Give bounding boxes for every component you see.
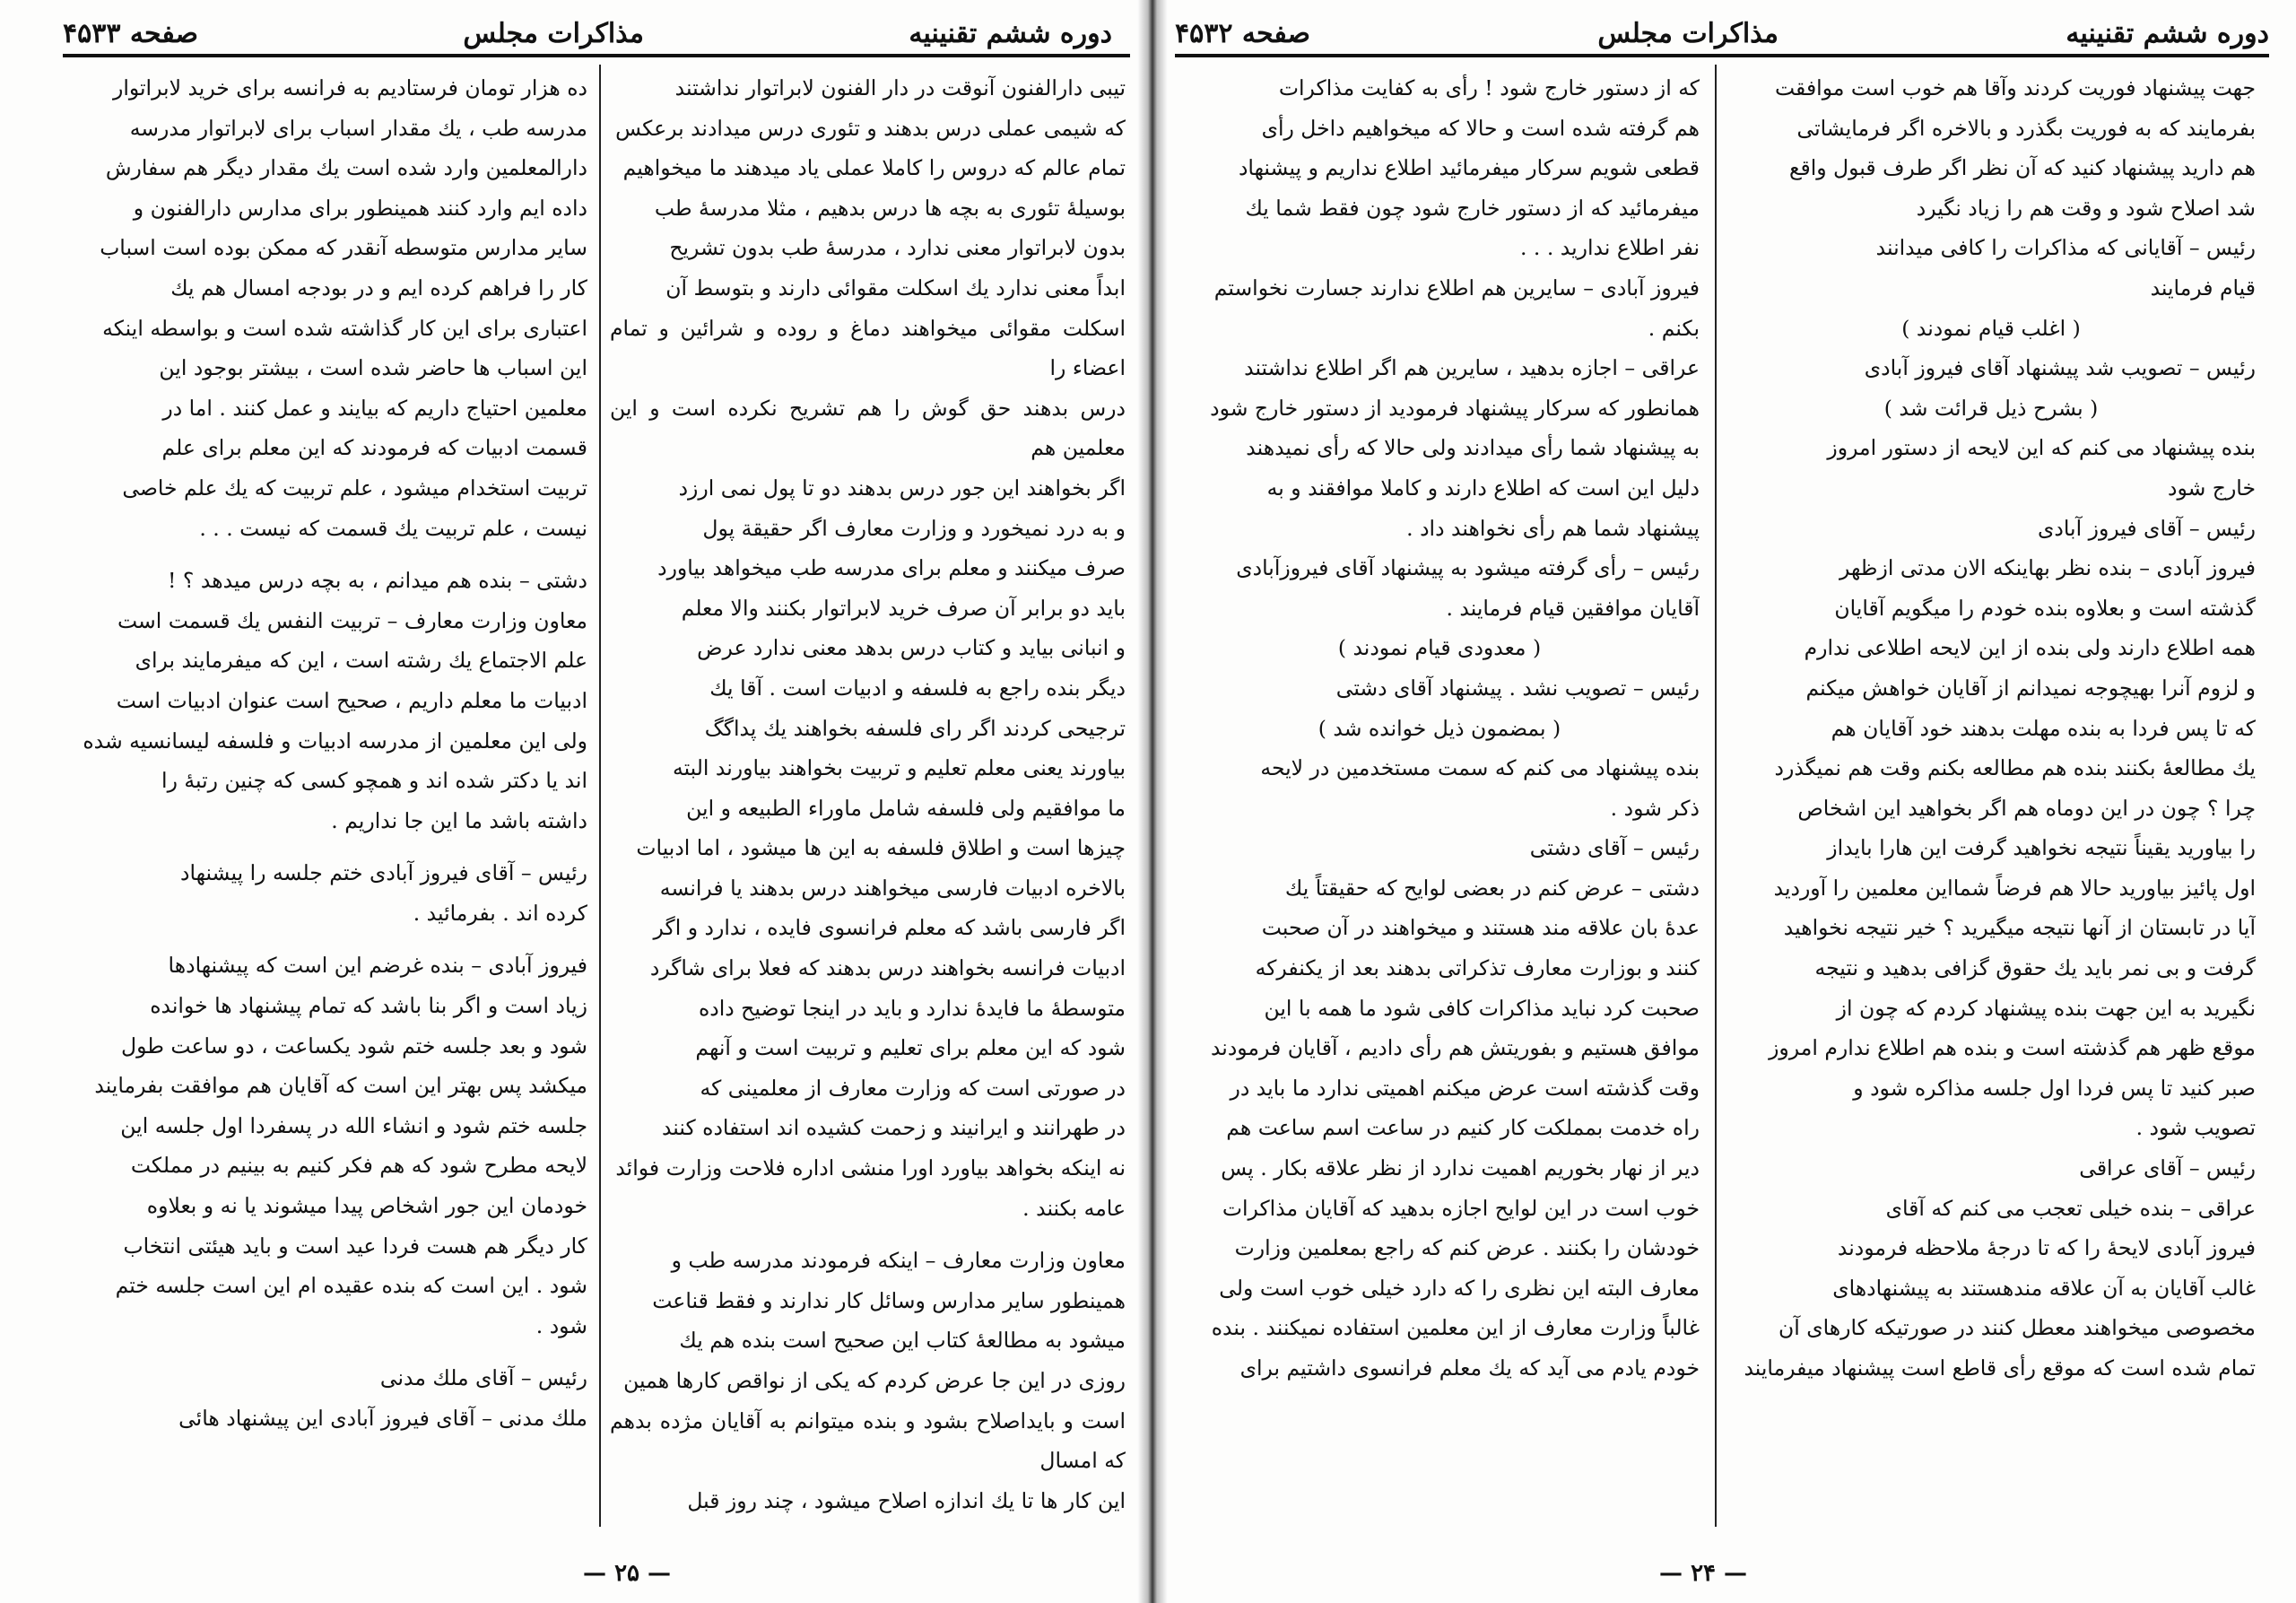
text-line: کار دیگر هم هست فردا عید است و باید هیئتی انتخاب	[123, 1233, 587, 1259]
text-line: گرفت و بی نمر باید یك حقوق گزافی بدهید و نتیجه	[1814, 955, 2256, 981]
text-line: فیروز آبادی لایحهٔ را که تا درجهٔ ملاحظه فرمودند	[1837, 1235, 2256, 1261]
text-line: اگر بخواهند این جور درس بدهند دو تا پول نمی ارزد	[678, 475, 1126, 501]
text-line: نگیرید به این جهت بنده پیشنهاد کردم که چون از	[1836, 995, 2256, 1021]
text-line: روزی در این جا عرض کردم که یکی از نواقص کارها همین	[623, 1368, 1126, 1393]
text-line: اول پائیز بیاورید حالا هم فرضاً شمااین معلمین را آوردید	[1773, 875, 2256, 901]
text-line: رئیس – آقای فیروز آبادی	[2038, 515, 2256, 541]
text-line: چیزها است و اطلاق فلسفه به این ها میشود ، اما ادبیات	[636, 835, 1126, 861]
text-line: اعتباری برای این کار گذاشته شده است و بواسطه اینکه	[102, 315, 587, 341]
right-page-label: صفحه ۴۵۳۲	[1175, 17, 1311, 49]
text-line: بنده پیشنهاد می کنم که سمت مستخدمین در لایحه	[1260, 755, 1700, 781]
paragraph-gap	[72, 841, 587, 853]
left-column-divider	[599, 65, 601, 1527]
text-line: تصویب شود .	[2135, 1115, 2256, 1141]
text-line: رئیس – رأی گرفته میشود به پیشنهاد آقای فیروزآبادی	[1236, 555, 1700, 581]
text-line: و به درد نمیخورد و وزارت معارف اگر حقیقة پول	[702, 515, 1126, 541]
text-line: بدون لابراتوار معنی ندارد ، مدرسهٔ طب بدون تشریح	[669, 235, 1126, 261]
text-line: هم گرفته شده است و حالا که میخواهیم داخل رأی	[1261, 115, 1700, 141]
text-line: مخصوصی میخواهند معطل کنند در صورتیکه کارهای آن	[1778, 1315, 2256, 1341]
right-column-divider	[1715, 65, 1717, 1527]
paragraph-gap	[72, 548, 587, 561]
text-line: شد اصلاح شود و وقت هم را زیاد نگیرد	[1916, 195, 2256, 221]
text-line: ادبیات فرانسه بخواهند درس بدهند که فعلا برای شاگرد	[649, 955, 1126, 981]
paragraph-gap	[72, 1346, 587, 1358]
text-line: بیاورند یعنی معلم تعلیم و تربیت بخواهند بیاورند البته	[672, 755, 1126, 781]
text-line: پیشنهاد شما هم رأی نخواهند داد .	[1406, 515, 1700, 541]
text-line: اسکلت مقوائی میخواهند دماغ و روده و شرائین و تمام اعضاء را	[610, 315, 1126, 381]
text-line: معلمین احتیاج داریم که بیایند و عمل کنند . اما در	[162, 395, 587, 421]
paragraph-gap	[72, 933, 587, 945]
left-page-header	[63, 13, 1112, 54]
text-line: خودمان این جور اشخاص پیدا میشوند یا نه و بعلاوه	[146, 1193, 587, 1219]
text-line: رئیس – آقای عراقی	[2079, 1155, 2256, 1181]
right-page-number: — ۲۴ —	[1659, 1560, 1748, 1587]
text-line: باید دو برابر آن صرف خرید لابراتوار بکنند والا معلم	[681, 595, 1126, 621]
text-line: صحبت کرد نباید مذاکرات کافی شود ما همه با این	[1264, 995, 1700, 1021]
text-line: معارف البته این نظری را که دارد خیلی خوب است ولی	[1219, 1275, 1700, 1301]
text-line: بفرمایند که به فوریت بگذرد و بالاخره اگر فرمایشاتی	[1796, 115, 2256, 141]
text-line: دیگر بنده راجع به فلسفه و ادبیات است . آقا یك	[709, 675, 1126, 701]
text-line: عراقی – بنده خیلی تعجب می کنم که آقای	[1885, 1195, 2256, 1221]
text-line: تمام عالم که دروس را کاملا عملی یاد میدهند ما میخواهیم	[622, 155, 1126, 181]
text-line: راه خدمت بمملکت کار کنیم در ساعت اسم ساعت هم	[1226, 1115, 1700, 1141]
text-line: ذکر شود .	[1610, 795, 1700, 821]
text-line: دشتی – عرض کنم در بعضی لوایح که حقیقتاً یك	[1284, 875, 1700, 901]
text-line: دیر از نهار بخوریم اهمیت ندارد از نظر علاقه بکار . پس	[1221, 1155, 1700, 1181]
text-line: قیام فرمایند	[2150, 274, 2256, 301]
left-header-rule	[63, 54, 1130, 57]
text-line: به پیشنهاد شما رأی میدادند ولی حالا که رأی نمیدهند	[1246, 435, 1700, 461]
text-line: که شیمی عملی درس بدهند و تئوری درس میدادند برعکس	[615, 115, 1126, 141]
left-title-label: مذاکرات مجلس	[463, 17, 644, 49]
text-line: اند یا دکتر شده اند و همچو کسی که چنین رتبهٔ را	[161, 768, 587, 794]
text-line: و لزوم آنرا بهیچوجه نمیدانم از آقایان خواهش میکنم	[1805, 675, 2256, 701]
text-line: فیروز آبادی – سایرین هم اطلاع ندارند جسارت نخواستم	[1213, 274, 1700, 301]
text-line: در صورتی است که وزارت معارف از معلمینی که	[700, 1075, 1126, 1101]
text-line: شود . این است که بنده عقیده ام این است جلسه ختم	[115, 1273, 587, 1299]
text-line: که تا پس فردا به بنده مهلت بدهند خود آقایان هم	[1831, 715, 2256, 741]
right-header-rule	[1175, 54, 2269, 57]
text-line: دشتی – بنده هم میدانم ، به بچه درس میدهد ؟ !	[168, 568, 587, 594]
text-line: رئیس – آقایانی که مذاکرات را کافی میدانند	[1875, 235, 2256, 261]
text-line: که از دستور خارج شود ! رأی به کفایت مذاکرات	[1278, 75, 1700, 100]
text-line: بکنم .	[1648, 315, 1700, 341]
text-line: علم الاجتماع یك رشته است ، این که میفرمایند برای	[135, 648, 587, 674]
text-line: معاون وزارت معارف – اینکه فرمودند مدرسه طب و	[671, 1248, 1126, 1274]
right-page	[1157, 0, 2296, 1603]
text-line: رئیس – تصویب شد پیشنهاد آقای فیروز آبادی	[1864, 355, 2256, 381]
text-line: ( معدودی قیام نمودند )	[1337, 635, 1542, 661]
text-line: داشته باشد ما این جا نداریم .	[331, 807, 587, 833]
text-line: آیا در تابستان از آنها نتیجه میگیرید ؟ خیر نتیجه نخواهید	[1783, 915, 2256, 941]
text-line: همه اطلاع دارند ولی بنده از این لایحه اطلاعی ندارم	[1804, 635, 2256, 661]
text-line: درس بدهند حق گوش را هم تشریح نکرده است و این معلمین هم	[610, 395, 1126, 461]
text-line: خودشان را بکنند . عرض کنم که راجع بمعلمین وزارت	[1234, 1235, 1700, 1261]
text-line: بنده پیشنهاد می کنم که این لایحه از دستور امروز	[1827, 435, 2256, 461]
text-line: ترجیحی کردند اگر رای فلسفه بخواهند یك پداگگ	[704, 715, 1126, 741]
text-line: شود و بعد جلسه ختم شود یکساعت ، دو ساعت طول	[121, 1032, 587, 1059]
text-line: میشود به مطالعهٔ کتاب این صحیح است بنده هم یك	[679, 1328, 1126, 1354]
text-line: چرا ؟ چون در این دوماه هم اگر بخواهید این اشخاص	[1797, 795, 2256, 821]
text-line: زیاد است و اگر بنا باشد که تمام پیشنهاد ها خوانده	[150, 993, 587, 1019]
text-line: غالب آقایان به آن علاقه مندهستند به پیشنهادهای	[1832, 1275, 2256, 1301]
text-line: نه اینکه بخواهد بیاورد اورا منشی اداره فلاحت وزارت فوائد	[615, 1155, 1126, 1181]
text-line: مدرسه طب ، یك مقدار اسباب برای لابراتوار مدرسه	[129, 115, 587, 141]
left-session-label: دوره ششم تقنینیه	[909, 17, 1112, 49]
text-line: عراقی – اجازه بدهید ، سایرین هم اگر اطلاع نداشتند	[1244, 355, 1700, 381]
text-line: خارج شود	[2168, 475, 2256, 501]
text-line: میفرمائید که از دستور خارج شود چون فقط شما یك	[1245, 195, 1700, 221]
text-line: همینطور سایر مدارس وسائل کار ندارند و فقط قناعت	[652, 1287, 1126, 1313]
text-line: کرده اند . بفرمائید .	[413, 900, 587, 926]
text-line: ( بشرح ذیل قرائت شد )	[1883, 395, 2099, 421]
text-line: میکشد پس بهتر این است که آقایان هم موافقت بفرمایند	[94, 1073, 587, 1099]
text-line: رئیس – آقای فیروز آبادی ختم جلسه را پیشنهاد	[180, 860, 587, 886]
right-session-label: دوره ششم تقنینیه	[2066, 17, 2269, 49]
text-line: تیبی دارالفنون آنوقت در دار الفنون لابراتوار نداشتند	[674, 75, 1126, 100]
text-line: این اسباب ها حاضر شده است ، بیشتر بوجود این	[159, 355, 587, 381]
text-line: خوب است در این لوایح اجازه بدهید که آقایان مذاکرات	[1222, 1195, 1700, 1221]
left-page-number: — ۲۵ —	[583, 1560, 672, 1587]
text-line: جلسه ختم شود و انشاء الله در پسفردا اول جلسه این	[120, 1112, 587, 1138]
text-line: و انبانی بیاید و کتاب درس بدهد معنی ندارد عرض	[697, 635, 1126, 661]
text-line: ولی این معلمین از مدرسه ادبیات و فلسفه لیسانسیه شده	[83, 727, 587, 754]
text-line: رئیس – تصویب نشد . پیشنهاد آقای دشتی	[1335, 675, 1700, 701]
text-line: ابداً معنی ندارد یك اسکلت مقوائی دارند و بتوسط آن	[665, 274, 1126, 301]
text-line: موافق هستیم و بفوریتش هم رأی دادیم ، آقایان فرمودند	[1210, 1035, 1700, 1061]
left-page-label: صفحه ۴۵۳۳	[63, 17, 199, 49]
text-line: ادبیات ما معلم داریم ، صحیح است عنوان ادبیات است	[116, 687, 587, 713]
text-line: نیست ، علم تربیت یك قسمت که نیست . . .	[199, 515, 587, 541]
text-line: ( بمضمون ذیل خوانده شد )	[1318, 715, 1561, 741]
text-line: موقع ظهر هم گذشته است و بنده هم اطلاع ندارم امروز	[1769, 1035, 2256, 1061]
text-line: شود که این معلم برای تعلیم و تربیت است و آنهم	[695, 1035, 1126, 1061]
text-line: جهت پیشنهاد فوریت کردند وآقا هم خوب است موافقت	[1774, 75, 2256, 100]
text-line: گذشته است و بعلاوه بنده خودم را میگویم آقایان	[1834, 595, 2256, 621]
text-line: معاون وزارت معارف – تربیت النفس یك قسمت است	[117, 607, 587, 633]
right-title-label: مذاکرات مجلس	[1597, 17, 1779, 49]
text-line: صبر کنید تا پس فردا اول جلسه مذاکره شود و	[1853, 1075, 2256, 1101]
right-page-column-right	[1726, 68, 2256, 1530]
text-line: عامه بکنند .	[1022, 1195, 1126, 1221]
text-line: را بیاورید یقیناً نتیجه نخواهید گرفت این هارا بایداز	[1827, 835, 2256, 861]
text-line: بالاخره ادبیات فارسی میخواهند درس بدهند یا فرانسه	[659, 875, 1126, 901]
text-line: غالباً وزارت معارف از این معلمین استفاده نمیکنند . بنده	[1211, 1315, 1700, 1341]
text-line: رئیس – آقای ملك مدنی	[379, 1365, 587, 1391]
text-line: تربیت استخدام میشود ، علم تربیت که یك علم خاصی	[122, 475, 587, 501]
right-page-column-left	[1179, 68, 1700, 1530]
left-page-column-right	[610, 68, 1126, 1530]
text-line: قطعی شویم سرکار میفرمائید اطلاع نداریم و پیشنهاد	[1238, 155, 1700, 181]
text-line: سایر مدارس متوسطه آنقدر که ممکن بوده است اسباب	[100, 235, 587, 261]
text-line: وقت گذشته است عرض میکنم اهمیتی ندارد ما باید در	[1230, 1075, 1700, 1101]
text-line: یك مطالعهٔ بکنند بنده هم مطالعه بکنم وقت هم نمیگذرد	[1774, 755, 2256, 781]
text-line: خودم یادم می آید که یك معلم فرانسوی داشتیم برای	[1239, 1355, 1700, 1381]
text-line: داده ایم وارد کنند همینطور برای مدارس دارالفنون و	[133, 195, 587, 221]
text-line: این کار ها تا یك اندازه اصلاح میشود ، چند روز قبل	[687, 1487, 1126, 1513]
text-line: صرف میکنند و معلم برای مدرسه طب میخواهد بیاورد	[657, 555, 1126, 581]
text-line: دلیل این است که اطلاع دارند و کاملا موافقند و به	[1266, 475, 1700, 501]
text-line: فیروز آبادی – بنده غرضم این است که پیشنهادها	[168, 953, 587, 979]
text-line: ده هزار تومان فرستادیم به فرانسه برای خرید لابراتوار	[112, 75, 587, 100]
left-page-column-left	[72, 68, 587, 1530]
text-line: آقایان موافقین قیام فرمایند .	[1446, 595, 1700, 621]
text-line: کار را فراهم کرده ایم و در بودجه امسال هم یك	[170, 274, 587, 301]
text-line: قسمت ادبیات که فرمودند که این معلم برای علم	[161, 435, 587, 461]
text-line: رئیس – آقای دشتی	[1529, 835, 1700, 861]
text-line: دارالمعلمین وارد شده است یك مقدار دیگر هم سفارش	[105, 155, 587, 181]
right-page-header	[1175, 13, 2269, 54]
text-line: متوسطهٔ ما فایدهٔ ندارد و باید در اینجا توضیح داده	[698, 995, 1126, 1021]
text-line: ملك مدنی – آقای فیروز آبادی این پیشنهاد هائی	[178, 1406, 587, 1431]
text-line: شود .	[535, 1312, 587, 1338]
text-line: است و بایداصلاح بشود و بنده میتوانم به آقایان مژده بدهم که امسال	[610, 1407, 1126, 1474]
text-line: اگر فارسی باشد که معلم فرانسوی فایده ، ندارد و اگر	[653, 915, 1126, 941]
text-line: همانطور که سرکار پیشنهاد فرمودید از دستور خارج شود	[1210, 395, 1700, 421]
text-line: نفر اطلاع ندارید . . .	[1519, 235, 1700, 261]
text-line: در طهرانند و ایرانیند و زحمت کشیده اند استفاده کنند	[661, 1115, 1126, 1141]
text-line: هم دارید پیشنهاد کنید که آن نظر اگر طرف قبول واقع	[1788, 155, 2256, 181]
text-line: بوسیلهٔ تئوری به بچه ها درس بدهیم ، مثلا مدرسهٔ طب	[654, 195, 1126, 221]
text-line: فیروز آبادی – بنده نظر بهاینکه الان مدتی ازظهر	[1839, 555, 2256, 581]
text-line: ما موافقیم ولی فلسفه شامل ماوراء الطبیعه و این	[686, 795, 1126, 821]
text-line: ( اغلب قیام نمودند )	[1901, 315, 2081, 341]
text-line: لایحه مطرح شود که هم فکر کنیم به بینیم در مملکت	[130, 1153, 587, 1179]
text-line: عدهٔ بان علاقه مند هستند و میخواهند در آن صحبت	[1261, 915, 1700, 941]
text-line: کنند و بوزارت معارف تذکراتی بدهند بعد از یکنفرکه	[1255, 955, 1700, 981]
text-line: تمام شده است که موقع رأی قاطع است پیشنهاد میفرمایند	[1744, 1355, 2256, 1381]
paragraph-gap	[610, 1228, 1126, 1241]
